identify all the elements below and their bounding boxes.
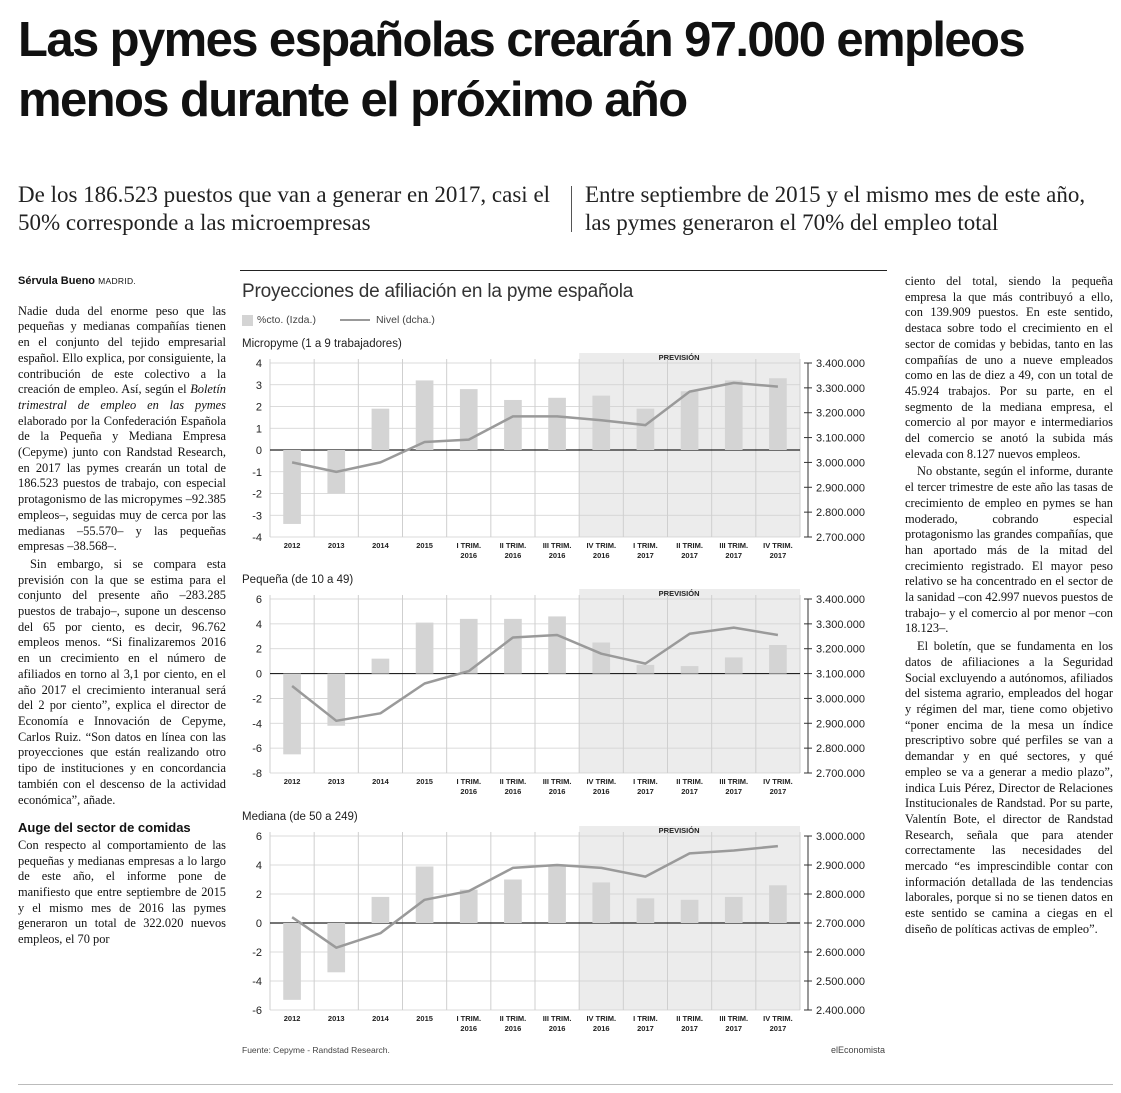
bar <box>548 616 566 673</box>
left-axis-tick-label: -4 <box>252 532 262 544</box>
category-label: 2014 <box>372 777 389 786</box>
category-label: 2017 <box>725 787 743 796</box>
category-label: 2016 <box>504 551 522 560</box>
category-label: III TRIM. <box>719 1014 749 1023</box>
bar <box>327 674 345 726</box>
bar <box>592 643 610 674</box>
left-axis-tick-label: -3 <box>252 510 262 523</box>
right-axis-tick-label: 2.800.000 <box>816 507 865 520</box>
forecast-label: PREVISIÓN <box>658 826 700 835</box>
category-label: 2017 <box>637 1024 654 1033</box>
legend-line-label: Nivel (dcha.) <box>375 314 435 326</box>
bar <box>769 885 787 923</box>
bar <box>283 923 301 1000</box>
category-label: II TRIM. <box>676 777 703 786</box>
category-label: II TRIM. <box>499 1014 527 1023</box>
category-label: 2012 <box>283 1014 301 1023</box>
category-label: 2016 <box>592 1024 610 1033</box>
category-label: 2013 <box>327 1014 345 1023</box>
bar <box>504 400 522 450</box>
left-axis-tick-label: 3 <box>255 379 262 392</box>
category-label: IV TRIM. <box>586 1014 617 1023</box>
chart-micropyme <box>240 351 887 560</box>
right-axis-tick-label: 2.800.000 <box>816 743 865 756</box>
byline-place: MADRID. <box>98 276 137 286</box>
bar <box>548 865 566 923</box>
category-label: I TRIM. <box>633 541 658 550</box>
subheading: Auge del sector de comidas <box>18 820 191 836</box>
category-label: III TRIM. <box>719 777 749 786</box>
bar <box>769 645 787 674</box>
left-axis-tick-label: -2 <box>252 693 262 706</box>
bar <box>681 391 699 450</box>
category-label: I TRIM. <box>456 541 482 550</box>
bar <box>637 409 655 450</box>
category-label: IV TRIM. <box>763 777 793 786</box>
category-label: 2017 <box>637 551 654 560</box>
chart-legend <box>242 314 435 326</box>
deck-right: Entre septiembre de 2015 y el mismo mes de este año, las pymes generaron el 70% del empleo total <box>585 182 1086 235</box>
bar <box>372 409 390 450</box>
category-label: 2017 <box>637 787 654 796</box>
category-label: 2016 <box>504 787 522 796</box>
chart-title-mediana: Mediana (de 50 a 249) <box>242 811 358 823</box>
bar <box>725 897 743 923</box>
left-axis-tick-label: 0 <box>255 445 262 457</box>
category-label: 2013 <box>327 541 345 550</box>
category-label: III TRIM. <box>542 777 572 786</box>
left-axis-tick-label: -6 <box>252 743 262 756</box>
left-axis-tick-label: 1 <box>255 423 262 436</box>
publication-brand: elEconomista <box>830 1045 885 1055</box>
category-label: 2017 <box>769 551 787 560</box>
headline: Las pymes españolas crearán 97.000 empleos menos durante el próximo año <box>18 13 1024 127</box>
bar <box>637 898 655 923</box>
chart-title-pequena: Pequeña (de 10 a 49) <box>242 574 354 586</box>
left-axis-tick-label: 0 <box>255 668 262 681</box>
bar <box>460 890 478 923</box>
right-axis-tick-label: 2.800.000 <box>816 889 865 901</box>
right-axis-tick-label: 3.100.000 <box>816 668 865 681</box>
paragraph-text: elaborado por la Confederación Española de la Pequeña y Mediana Empresa (Cepyme) junto con Randstad Research, en 2017 las pymes crearán un total de 186.523 puestos de trabajo, con especial protagonismo de las micropymes –92.385 empleos–, seguidas muy de cerca por las medianas –55.570– y las pequeñas empresas –38.568–. <box>18 413 226 554</box>
paragraph: El boletín, que se fundamenta en los datos de afiliaciones a la Seguridad Social excluyendo a autónomos, afiliados del sistema agrario, empleados del hogar y régimen del mar, tiene como objetivo “poner encima de la mesa un índice prescriptivo sobre qué perfiles se van a demandar y en qué sectores, y qué empleo se va a generar a medio plazo”, indica Luis Pérez, Director de Relaciones Institucionales de Randstad. Por su parte, Valentín Bote, el director de Randstad Research, señala que para atender correctamente las necesidades del mercado “es imprescindible contar con información detallada de las tendencias laborales, porque si no se tienen datos en este sentido se camina a ciegas en el diseño de políticas activas de empleo”. <box>905 639 1113 936</box>
right-axis-tick-label: 3.200.000 <box>816 643 865 656</box>
legend-bar-swatch <box>242 315 253 326</box>
chart-source: Fuente: Cepyme - Randstad Research. <box>242 1045 390 1055</box>
bar <box>372 897 390 923</box>
right-axis-tick-label: 3.200.000 <box>816 407 865 420</box>
category-label: 2016 <box>548 551 566 560</box>
byline-author: Sérvula Bueno <box>18 275 96 287</box>
category-label: 2017 <box>725 1024 743 1033</box>
category-label: 2016 <box>460 1024 478 1033</box>
category-label: II TRIM. <box>499 541 527 550</box>
bar <box>372 659 390 674</box>
right-axis-tick-label: 2.600.000 <box>816 947 865 959</box>
right-column <box>905 274 1113 940</box>
category-label: III TRIM. <box>542 1014 572 1023</box>
left-axis-tick-label: 6 <box>255 594 262 606</box>
right-axis-tick-label: 2.400.000 <box>816 1005 865 1017</box>
category-label: 2016 <box>548 787 566 796</box>
bar <box>548 398 566 450</box>
category-label: II TRIM. <box>499 777 527 786</box>
infographic <box>240 270 887 1060</box>
right-axis-tick-label: 2.900.000 <box>816 482 865 495</box>
bar <box>725 657 743 673</box>
chart-mediana <box>240 824 887 1033</box>
category-label: II TRIM. <box>676 541 703 550</box>
category-label: IV TRIM. <box>586 777 617 786</box>
bar <box>769 378 787 450</box>
paragraph: No obstante, según el informe, durante el tercer trimestre de este año las tasas de crecimiento de empleo en pymes se han moderado, cobrando especial protagonismo las grandes compañías, que han aportado más de la mitad del crecimiento registrado. El mayor peso relativo se ha concentrado en el sector de la sanidad –con 42.997 nuevos puestos de trabajo– y el comercio al por menor –con 18.123–. <box>905 464 1113 636</box>
left-axis-tick-label: 4 <box>255 358 262 370</box>
category-label: 2014 <box>372 541 389 550</box>
category-label: I TRIM. <box>456 777 482 786</box>
right-axis-tick-label: 3.300.000 <box>816 618 865 631</box>
category-label: 2017 <box>769 787 787 796</box>
paragraph: Con respecto al comportamiento de las pequeñas y medianas empresas a lo largo de este año, el informe pone de manifiesto que entre septiembre de 2015 y el mismo mes de 2016 las pymes generaron un total de 322.020 nuevos empleos, el 70 por <box>18 837 226 947</box>
left-axis-tick-label: -8 <box>252 768 262 780</box>
category-label: IV TRIM. <box>586 541 617 550</box>
bar <box>681 900 699 923</box>
bar <box>725 380 743 450</box>
bar <box>592 882 610 923</box>
category-label: 2017 <box>681 551 698 560</box>
deck-separator <box>571 186 572 232</box>
right-axis-tick-label: 2.700.000 <box>816 532 865 544</box>
bar <box>504 880 522 924</box>
category-label: 2015 <box>416 541 433 550</box>
category-label: I TRIM. <box>633 777 658 786</box>
category-label: 2017 <box>681 787 698 796</box>
bar <box>637 665 655 674</box>
right-axis-tick-label: 2.700.000 <box>816 918 865 930</box>
publication-title: Boletín trimestral de empleo en las pymes <box>18 382 226 412</box>
category-label: 2016 <box>592 551 610 560</box>
infographic-title: Proyecciones de afiliación en la pyme española <box>242 281 634 302</box>
right-axis-tick-label: 2.900.000 <box>816 860 865 872</box>
deck-left: De los 186.523 puestos que van a generar en 2017, casi el 50% corresponde a las microempresas <box>18 182 551 235</box>
paragraph <box>18 304 226 555</box>
paragraph: ciento del total, siendo la pequeña empresa la que más contribuyó a ello, con 139.909 puestos. En este sentido, destaca sobre todo el crecimiento en el sector de comidas y bebidas, tanto en las compañías de uno a nueve empleados como en las de diez a 49, con un total de 45.924 trabajos. Por su parte, en el segmento de la mediana empresa, el comercio al por mayor e intermediarios del comercio se anotó la subida más elevada con 8.127 nuevos empleos. <box>905 274 1113 461</box>
category-label: 2016 <box>460 787 478 796</box>
left-axis-tick-label: 0 <box>255 918 262 930</box>
bar <box>416 623 434 674</box>
chart-title-micropyme: Micropyme (1 a 9 trabajadores) <box>242 338 402 350</box>
left-axis-tick-label: -6 <box>252 1005 262 1017</box>
bar <box>504 619 522 674</box>
category-label: 2013 <box>327 777 345 786</box>
left-axis-tick-label: -2 <box>252 947 262 959</box>
category-label: 2017 <box>681 1024 698 1033</box>
left-axis-tick-label: -4 <box>252 718 262 731</box>
left-axis-tick-label: 2 <box>255 889 262 901</box>
forecast-region <box>579 589 800 773</box>
category-label: 2016 <box>460 551 478 560</box>
bar <box>416 380 434 450</box>
right-axis-tick-label: 3.100.000 <box>816 432 865 445</box>
category-label: 2016 <box>592 787 610 796</box>
right-axis-tick-label: 3.000.000 <box>816 831 865 843</box>
category-label: 2012 <box>283 541 301 550</box>
category-label: 2016 <box>504 1024 522 1033</box>
category-label: I TRIM. <box>633 1014 658 1023</box>
footer-rule <box>18 1084 1113 1085</box>
left-axis-tick-label: 2 <box>255 401 262 414</box>
left-axis-tick-label: -4 <box>252 976 262 988</box>
category-label: 2016 <box>548 1024 566 1033</box>
left-axis-tick-label: 2 <box>255 643 262 656</box>
right-axis-tick-label: 3.300.000 <box>816 382 865 395</box>
bar <box>283 450 301 524</box>
category-label: III TRIM. <box>719 541 749 550</box>
left-column <box>18 274 226 950</box>
legend-bar-label: %cto. (Izda.) <box>257 314 316 326</box>
category-label: IV TRIM. <box>763 541 793 550</box>
right-axis-tick-label: 3.400.000 <box>816 594 865 606</box>
right-axis-tick-label: 2.700.000 <box>816 768 865 780</box>
paragraph-text: Nadie duda del enorme peso que las pequeñas y medianas compañías tienen en el conjunto del tejido empresarial español. Ello explica, por consiguiente, la contribución de este colectivo a la creación de empleo. Así, según el <box>18 303 226 397</box>
left-axis-tick-label: 4 <box>255 618 262 631</box>
byline <box>18 274 226 290</box>
category-label: 2015 <box>416 1014 433 1023</box>
right-axis-tick-label: 2.900.000 <box>816 718 865 731</box>
left-axis-tick-label: -1 <box>252 466 262 479</box>
category-label: 2014 <box>372 1014 389 1023</box>
left-axis-tick-label: 4 <box>255 860 262 872</box>
right-axis-tick-label: 3.400.000 <box>816 358 865 370</box>
bar <box>416 866 434 923</box>
category-label: 2012 <box>283 777 301 786</box>
left-axis-tick-label: 6 <box>255 831 262 843</box>
right-axis-tick-label: 3.000.000 <box>816 693 865 706</box>
category-label: 2015 <box>416 777 433 786</box>
chart-pequena <box>240 587 887 796</box>
category-label: 2017 <box>725 551 743 560</box>
category-label: 2017 <box>769 1024 787 1033</box>
left-axis-tick-label: -2 <box>252 488 262 501</box>
category-label: III TRIM. <box>542 541 572 550</box>
category-label: II TRIM. <box>676 1014 703 1023</box>
paragraph: Sin embargo, si se compara esta previsión con la que se estima para el conjunto del presente año –283.285 puestos de trabajo–, supone un descenso del 65 por ciento, es decir, 96.762 empleos menos. “Si finalizaremos 2016 en un crecimiento en el número de afiliados en torno al 3,1 por ciento, en el año 2017 el crecimiento interanual será del 2 por ciento”, explica el director de Economía e Innovación de Cepyme, Carlos Ruiz. “Son datos en línea con las proyecciones que están realizando otro tipo de instituciones y en concordancia también con el descenso de la actividad económica”, añade. <box>18 556 226 807</box>
bar <box>283 674 301 755</box>
right-axis-tick-label: 2.500.000 <box>816 976 865 988</box>
forecast-label: PREVISIÓN <box>658 589 700 598</box>
legend-line-swatch <box>340 319 370 322</box>
forecast-label: PREVISIÓN <box>658 353 700 362</box>
bar <box>592 396 610 450</box>
right-axis-tick-label: 3.000.000 <box>816 457 865 470</box>
bar <box>681 666 699 673</box>
category-label: I TRIM. <box>456 1014 482 1023</box>
category-label: IV TRIM. <box>763 1014 793 1023</box>
